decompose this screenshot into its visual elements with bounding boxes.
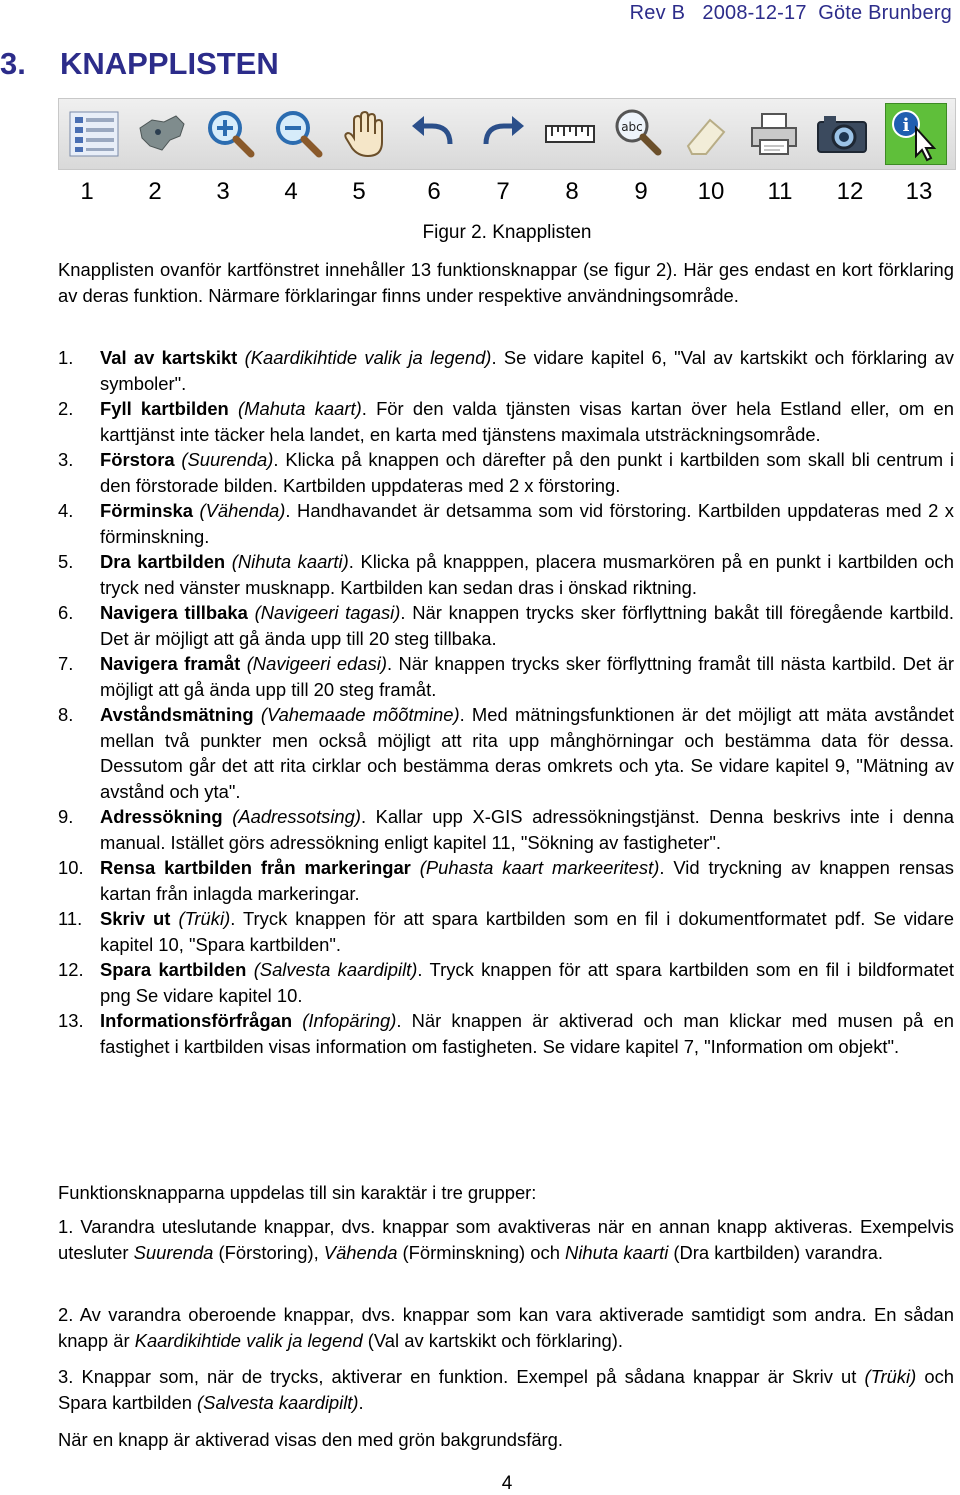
revision-header: Rev B 2008-12-17 Göte Brunberg xyxy=(629,2,952,24)
item-estonian-name: (Navigeeri edasi) xyxy=(246,653,387,674)
zoom-out-button[interactable] xyxy=(267,103,329,165)
item-estonian-name: (Salvesta kaardipilt) xyxy=(253,959,418,980)
group-1-text: (Förstoring), xyxy=(213,1241,324,1263)
item-estonian-name: (Trüki) xyxy=(178,908,231,929)
list-item xyxy=(58,447,954,498)
zoom-in-button[interactable] xyxy=(199,103,261,165)
item-description: . Kallar upp X-GIS adressökningstjänst. Denna beskrivs inte i denna manual. Istället görs adressökning enligt kapitel 11, "Sökning av fastigheter". xyxy=(100,806,954,853)
print-button[interactable] xyxy=(743,103,805,165)
list-item xyxy=(58,702,954,804)
item-button-name: Förstora xyxy=(100,449,175,470)
group-1-term: Nihuta kaarti xyxy=(565,1241,669,1263)
legend-list-icon xyxy=(66,106,122,162)
item-button-name: Skriv ut xyxy=(100,908,171,929)
groups-intro xyxy=(58,1180,954,1206)
item-button-name: Fyll kartbilden xyxy=(100,398,229,419)
item-number: 8. xyxy=(58,704,74,725)
info-request-button[interactable] xyxy=(885,103,947,165)
eraser-icon xyxy=(678,106,734,162)
button-number: 11 xyxy=(767,178,793,205)
figure-caption: Figur 2. Knapplisten xyxy=(422,222,592,243)
item-number: 10. xyxy=(58,857,84,878)
item-number: 7. xyxy=(58,653,74,674)
item-button-name: Val av kartskikt xyxy=(100,347,238,368)
item-estonian-name: (Suurenda) xyxy=(181,449,274,470)
item-description: . Tryck knappen för att spara kartbilden som en fil i bildformatet png Se vidare kapitel 10. xyxy=(100,959,954,1006)
item-button-name: Adressökning xyxy=(100,806,223,827)
group-3-text: 3. Knappar som, när de trycks, aktiverar en funktion. Exempel på sådana knappar är Skriv ut xyxy=(58,1366,865,1387)
item-description: . Med mätningsfunktionen är det möjligt att mäta avståndet mellan två punkter men också möjligt att rita upp månghörningar och bestämma data för dessa. Dessutom går det att rita cirklar och bestämma deras omkrets och yta. Se vidare kapitel 9, "Mätning av avstånd och yta". xyxy=(100,704,954,802)
item-estonian-name: (Mahuta kaart) xyxy=(238,398,362,419)
list-item xyxy=(58,549,954,600)
item-estonian-name: (Aadressotsing) xyxy=(232,806,361,827)
group-1-term: Suurenda xyxy=(133,1241,214,1263)
item-description: . Tryck knappen för att spara kartbilden som en fil i dokumentformatet pdf. Se vidare kapitel 10, "Spara kartbilden". xyxy=(100,908,954,955)
svg-text:abc: abc xyxy=(621,120,643,134)
intro-paragraph xyxy=(58,257,954,308)
group-3-paragraph xyxy=(58,1364,954,1415)
ruler-icon xyxy=(542,106,598,162)
group-2-term: Kaardikihtide valik ja legend xyxy=(134,1329,363,1351)
item-estonian-name: (Vahemaade mõõtmine) xyxy=(260,704,460,725)
pan-button[interactable] xyxy=(335,103,397,165)
group-3-text: och Spara kartbilden xyxy=(58,1366,954,1413)
list-item xyxy=(58,855,954,906)
closing-text: När en knapp är aktiverad visas den med grön bakgrundsfärg. xyxy=(58,1429,564,1450)
list-item xyxy=(58,396,954,447)
group-1-paragraph xyxy=(58,1214,954,1265)
item-number: 3. xyxy=(58,449,74,470)
button-number: 12 xyxy=(836,178,864,205)
distance-measure-button[interactable] xyxy=(539,103,601,165)
button-number: 1 xyxy=(80,178,94,205)
item-description: . Klicka på knappen och därefter på den punkt i kartbilden som skall bli centrum i den förstorade bilden. Kartbilden uppdateras med 2 x förstoring. xyxy=(100,449,954,496)
button-number: 4 xyxy=(284,178,298,205)
camera-icon xyxy=(814,106,870,162)
item-button-name: Informationsförfrågan xyxy=(100,1010,293,1031)
item-number: 9. xyxy=(58,806,74,827)
group-3-term: (Trüki) xyxy=(864,1366,917,1387)
button-number: 10 xyxy=(697,178,725,205)
address-search-icon xyxy=(610,106,666,162)
group-2-paragraph xyxy=(58,1302,954,1353)
item-description: . För den valda tjänsten visas kartan över hela Estland eller, om en karttjänst inte täcker hela landet, en karta med tjänstens maximala utsträckningsområde. xyxy=(100,398,954,445)
group-3-text: . xyxy=(358,1391,364,1413)
item-number: 1. xyxy=(58,347,74,368)
button-number: 9 xyxy=(634,178,648,205)
button-number: 2 xyxy=(148,178,162,205)
item-description: . Se vidare kapitel 6, "Val av kartskikt och förklaring av symboler". xyxy=(100,347,954,394)
group-1-text: 1. Varandra uteslutande knappar, dvs. knappar som avaktiveras när en annan knapp aktiveras. Exempelvis utesluter xyxy=(58,1216,954,1263)
button-number: 5 xyxy=(352,178,366,205)
item-number: 13. xyxy=(58,1010,84,1031)
navigate-back-button[interactable] xyxy=(403,103,465,165)
clear-markings-button[interactable] xyxy=(675,103,737,165)
list-item xyxy=(58,600,954,651)
list-item xyxy=(58,498,954,549)
item-number: 4. xyxy=(58,500,74,521)
item-description: . Handhavandet är detsamma som vid förstoring. Kartbilden uppdateras med 2 x förminskning. xyxy=(100,500,954,547)
item-estonian-name: (Infopäring) xyxy=(302,1010,397,1031)
fill-map-icon xyxy=(134,106,190,162)
group-1-text: (Dra kartbilden) varandra. xyxy=(668,1241,883,1263)
fill-map-button[interactable] xyxy=(131,103,193,165)
printer-icon xyxy=(746,106,802,162)
item-estonian-name: (Kaardikihtide valik ja legend) xyxy=(244,347,492,368)
item-description: . Vid tryckning av knappen rensas kartan från inlagda markeringar. xyxy=(100,857,954,904)
item-estonian-name: (Puhasta kaart markeeritest) xyxy=(419,857,660,878)
groups-intro-text: Funktionsknapparna uppdelas till sin karaktär i tre grupper: xyxy=(58,1182,537,1203)
button-number: 3 xyxy=(216,178,230,205)
button-number: 7 xyxy=(496,178,510,205)
legend-list-button[interactable] xyxy=(63,103,125,165)
item-button-name: Navigera tillbaka xyxy=(100,602,248,623)
item-number: 5. xyxy=(58,551,74,572)
item-description: . När knappen trycks sker förflyttning framåt till nästa kartbild. Det är möjligt att gå ända upp till 20 steg framåt. xyxy=(100,653,954,700)
page-number: 4 xyxy=(501,1473,513,1494)
item-button-name: Dra kartbilden xyxy=(100,551,226,572)
section-number: 3. xyxy=(0,46,26,81)
item-description: . Klicka på knapppen, placera musmarkören på en punkt i kartbilden och tryck ned vänster musknapp. Kartbilden kan sedan dras i önskad riktning. xyxy=(100,551,954,598)
item-button-name: Avståndsmätning xyxy=(100,704,254,725)
zoom-in-icon xyxy=(202,106,258,162)
button-description-list xyxy=(58,345,954,1059)
group-2-text: (Val av kartskikt och förklaring). xyxy=(362,1329,623,1351)
intro-text: Knapplisten ovanför kartfönstret innehåller 13 funktionsknappar (se figur 2). Här ges endast en kort förklaring av deras funktion. Närmare förklaringar finns under respektive användningsområde. xyxy=(58,259,954,306)
item-button-name: Förminska xyxy=(100,500,194,521)
save-image-button[interactable] xyxy=(811,103,873,165)
button-toolbar xyxy=(58,98,956,170)
item-description: . När knappen är aktiverad och man klickar med musen på en fastighet i kartbilden visas information om fastigheten. Se vidare kapitel 7, "Information om objekt". xyxy=(100,1010,954,1057)
item-number: 11. xyxy=(58,908,83,929)
item-button-name: Rensa kartbilden från markeringar xyxy=(100,857,411,878)
group-2-text: 2. Av varandra oberoende knappar, dvs. knappar som kan vara aktiverade samtidigt som andra. En sådan knapp är xyxy=(58,1304,954,1351)
button-number: 6 xyxy=(427,178,441,205)
section-title: KNAPPLISTEN xyxy=(60,46,279,81)
closing-paragraph xyxy=(58,1427,954,1453)
list-item xyxy=(58,651,954,702)
list-item xyxy=(58,1008,954,1059)
address-search-button[interactable] xyxy=(607,103,669,165)
item-estonian-name: (Nihuta kaarti) xyxy=(231,551,349,572)
redo-arrow-icon xyxy=(474,106,530,162)
list-item xyxy=(58,345,954,396)
item-button-name: Spara kartbilden xyxy=(100,959,247,980)
item-number: 6. xyxy=(58,602,74,623)
item-estonian-name: (Vähenda) xyxy=(199,500,286,521)
button-number: 13 xyxy=(905,178,933,205)
item-description: . När knappen trycks sker förflyttning bakåt till föregående kartbild. Det är möjligt att gå ända upp till 20 steg tillbaka. xyxy=(100,602,954,649)
item-number: 12. xyxy=(58,959,84,980)
zoom-out-icon xyxy=(270,106,326,162)
list-item xyxy=(58,957,954,1008)
button-number-row xyxy=(58,178,956,212)
pan-hand-icon xyxy=(338,106,394,162)
group-1-term: Vähenda xyxy=(323,1241,398,1263)
navigate-forward-button[interactable] xyxy=(471,103,533,165)
undo-arrow-icon xyxy=(406,106,462,162)
item-number: 2. xyxy=(58,398,74,419)
list-item xyxy=(58,906,954,957)
group-1-text: (Förminskning) och xyxy=(397,1241,566,1263)
item-estonian-name: (Navigeeri tagasi) xyxy=(254,602,401,623)
group-3-term: (Salvesta kaardipilt) xyxy=(197,1391,359,1413)
list-item xyxy=(58,804,954,855)
item-button-name: Navigera framåt xyxy=(100,653,241,674)
info-cursor-icon xyxy=(888,106,944,162)
svg-text:i: i xyxy=(902,115,910,136)
button-number: 8 xyxy=(565,178,579,205)
